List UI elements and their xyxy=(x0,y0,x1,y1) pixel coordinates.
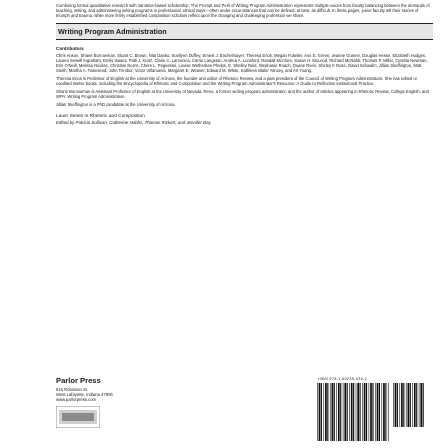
publisher-website: www.parlorpress.com xyxy=(56,397,97,403)
publisher-block xyxy=(56,376,113,428)
isbn: ISBN 978-1-60235-033-2 xyxy=(318,377,368,381)
publisher-logo-icon xyxy=(56,406,100,428)
series-editors: Edited by Patricia Sullivan, Catherine Hobbs, Thomas Rickert, and Jennifer Bay xyxy=(56,119,211,125)
title-block xyxy=(56,23,433,40)
publisher-address-street: 816 Robinson St. xyxy=(56,387,89,392)
barcodes xyxy=(293,376,433,444)
editor-bio-borrowman: Shane Borrowman is Assistant Professor of English at the University of Nevada, Reno, a former writing program administrator, and the author of articles appearing in Rhetoric Review, College English, and WPA: Writing Program Administration. xyxy=(56,89,429,100)
book-title: Writing Program Administration xyxy=(56,23,433,40)
cover-blurb: Combining formal quantitative research with narrative-based scholarship, The Prompt and Peril of Writing Program Administration represents multiple voices from faculty balancing between the demands of teaching, writing, and administering writing programs in professional, ethical ways—often under circumstances that can be defined, at best, as difficult. In these pages, junior faculty tell their stories of triumph and trauma, while more firmly established composition scholars reflect upon the changing and challenging profession we share. xyxy=(56,3,430,19)
series-name: Lauer Series in Rhetoric and Composition xyxy=(56,114,145,120)
cover-footer xyxy=(56,376,433,444)
publisher-name: Parlor Press xyxy=(56,376,101,385)
editor-bio-skeffington: Jillian Skeffington is a PhD candidate at the University of Arizona. xyxy=(56,102,176,108)
contributors-heading: Contributors xyxy=(56,45,84,51)
editor-bio-enos: Theresa Enos is Professor of English at the University of Arizona, the founder and editor of Rhetoric Review, and a past president of the Council of Writing Program Administrators. She has edited or coedited twelve books, including the Encyclopedia of Rhetoric and Composition and the Writing Program Administrator's Resource: A Guide to Reflective Institutional Practice. xyxy=(56,75,418,87)
publisher-address-city: West Lafayette, Indiana 47906 xyxy=(56,392,113,398)
isbn-barcode-icon xyxy=(293,376,433,444)
editor-bios xyxy=(56,76,433,107)
series-block xyxy=(56,114,433,125)
contributors-list: Chris Anson, Shane Borrowman, Stuart C. Brown, Nita Danko, Suellynn Duffey, Ernest J. Enchelmayer, Theresa Enos, Megan Fulwiler, Ann E. Green, Jeanne Gunner, Douglas Hesse, Elizabeth Hodges, Lauren Sewell Ingraham, Emily Isaacs, Patti J. Kurtz, Claire C. Lamonica, Carrie Langston, Andrea A. Lunsford, Randall McClure, Susan H. McLeod, Richard McNabb, Thomas P. Miller, Cynthia Newman, Erin O'Neill, Melissa Nicolas, Christine Norris, Chere L. Peguesse, Louise Wetherbee Phelps, E. Shelley Reid, Stephanie Roach, Duane Roen, Shirley K Rose, David Schwalm, Jillian Skeffington, Matt Smith, Martha A. Townsend, John Trimbur, Victor Villanueva, Margaret E. Weaver, Edward M. White, Kathleen Blake Yancey, and Art Young. xyxy=(56,52,428,73)
